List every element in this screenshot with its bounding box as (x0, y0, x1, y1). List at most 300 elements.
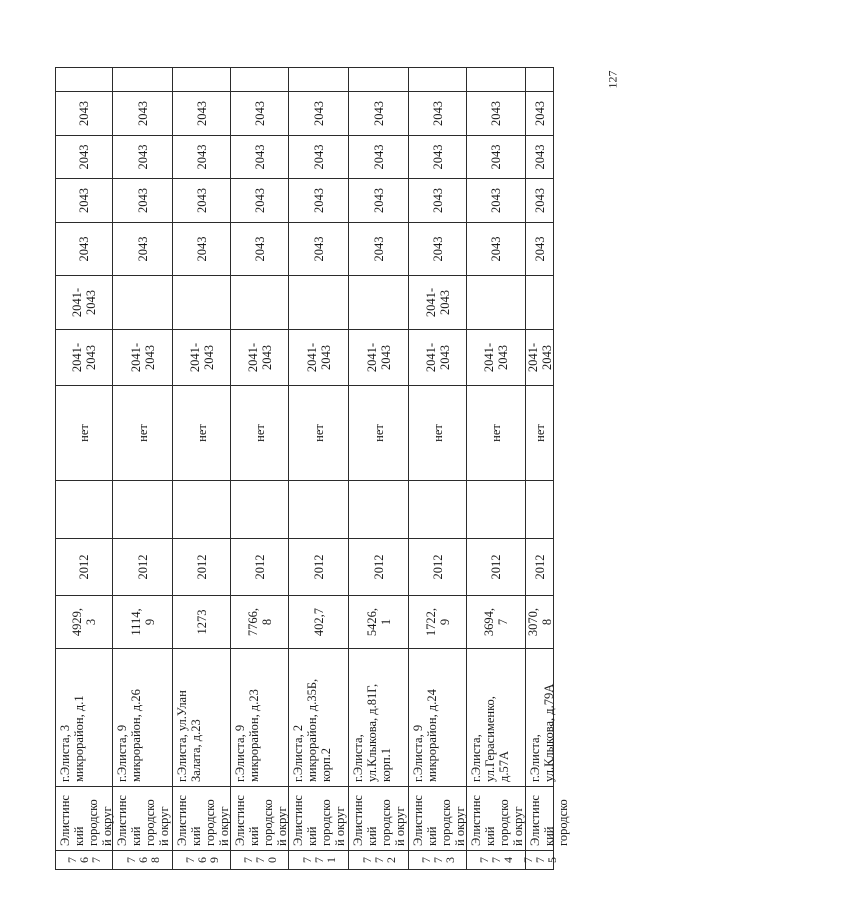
district-cell-text: Элистинс (291, 795, 305, 846)
year-2043-cell (173, 92, 230, 136)
district-cell-text: городско (143, 799, 157, 846)
area-cell (289, 596, 348, 649)
table-row (348, 67, 408, 870)
district-cell-text: кий (129, 826, 143, 846)
flag-cell (467, 386, 525, 481)
area-cell (349, 596, 408, 649)
year-cell-text: 2012 (77, 554, 91, 580)
empty-cell (467, 67, 525, 92)
year-cell-text: 2012 (430, 554, 445, 580)
row-index (349, 851, 408, 870)
year-cell (113, 539, 172, 596)
address-cell-text: г.Элиста, 9 (233, 724, 247, 782)
empty-cell (56, 67, 112, 92)
year-cell (173, 539, 230, 596)
period-cell-2-text: 2043 (437, 290, 452, 315)
district-cell-text: кий (483, 826, 497, 846)
row-index-text: 1 (323, 857, 338, 863)
period-cell-text: 2041- (525, 342, 540, 373)
empty-cell (113, 481, 172, 539)
year-2043-cell-text: 2043 (430, 144, 445, 170)
flag-cell-text: нет (252, 424, 267, 442)
row-index-text: 8 (147, 857, 162, 863)
address-cell-text: Залата, д.23 (189, 719, 203, 782)
year-2043-cell (231, 223, 288, 276)
year-2043-cell-text: 2043 (532, 188, 547, 213)
district-cell-text: Элистинс (528, 795, 542, 846)
year-cell (289, 539, 348, 596)
area-cell-text: 3 (84, 618, 98, 626)
row-index-text: 7 (532, 857, 547, 863)
address-cell-text: г.Элиста, (528, 734, 542, 782)
empty-cell (409, 67, 466, 92)
period-cell-2-text: 2043 (84, 290, 98, 315)
district-cell-text: й округ (511, 806, 525, 846)
period-cell-2-text: 2041- (423, 287, 438, 318)
row-index-text: 7 (418, 857, 433, 863)
flag-cell-text: нет (311, 424, 326, 442)
period-cell-text: 2043 (201, 345, 216, 370)
row-index-text: 7 (240, 857, 255, 863)
empty-cell (289, 481, 348, 539)
period-cell-2 (289, 276, 348, 330)
area-cell-text: 1114, (128, 608, 143, 636)
flag-cell (526, 386, 553, 481)
row-index (409, 851, 466, 870)
row-index-text: 6 (77, 857, 91, 863)
district-cell (289, 787, 348, 851)
year-2043-cell (113, 179, 172, 223)
empty-cell (231, 481, 288, 539)
empty-cell (409, 481, 466, 539)
district-cell-text: й округ (217, 806, 231, 846)
year-2043-cell-text: 2043 (252, 144, 267, 170)
address-cell-text: микрорайон, д.26 (129, 689, 143, 782)
empty-cell (56, 481, 112, 539)
period-cell (56, 330, 112, 386)
year-2043-cell-text: 2043 (194, 101, 209, 126)
flag-cell-text: нет (430, 424, 445, 442)
year-2043-cell (349, 179, 408, 223)
year-2043-cell-text: 2043 (371, 188, 386, 213)
address-cell-text: г.Элиста, (351, 734, 365, 782)
year-2043-cell (467, 136, 525, 179)
row-index (231, 851, 288, 870)
year-cell (349, 539, 408, 596)
row-index-text: 2 (383, 857, 398, 863)
period-cell-text: 2041- (245, 342, 260, 373)
period-cell-text: 2041- (187, 342, 202, 373)
district-cell (56, 787, 112, 851)
period-cell-text: 2043 (378, 345, 393, 370)
empty-cell (289, 67, 348, 92)
district-cell-text: кий (425, 826, 439, 846)
year-2043-cell (409, 136, 466, 179)
district-cell-text: й округ (157, 806, 171, 846)
period-cell-text: 2043 (259, 345, 274, 370)
district-cell-text: Элистинс (58, 795, 72, 846)
year-cell-text: 2012 (135, 554, 150, 580)
row-index-text: 7 (65, 857, 79, 863)
area-cell-text: 7 (496, 618, 510, 626)
area-cell (56, 596, 112, 649)
area-cell (113, 596, 172, 649)
period-cell (526, 330, 553, 386)
address-cell (113, 649, 172, 787)
year-2043-cell-text: 2043 (311, 101, 326, 126)
year-2043-cell-text: 2043 (135, 188, 150, 213)
district-cell-text: Элистинс (411, 795, 425, 846)
row-index-text: 4 (501, 857, 515, 863)
row-index-text: 7 (182, 857, 197, 863)
year-2043-cell (349, 223, 408, 276)
area-cell-text: 5426, (364, 607, 379, 637)
flag-cell (113, 386, 172, 481)
year-2043-cell (113, 223, 172, 276)
row-index-text: 6 (135, 857, 150, 863)
year-2043-cell (526, 136, 553, 179)
year-2043-cell-text: 2043 (194, 188, 209, 213)
year-2043-cell (526, 179, 553, 223)
district-cell (113, 787, 172, 851)
flag-cell-text: нет (489, 424, 503, 442)
row-index-text: 7 (252, 857, 267, 863)
period-cell-2 (526, 276, 553, 330)
row-index (289, 851, 348, 870)
area-cell-text: 1273 (194, 609, 209, 635)
year-2043-cell-text: 2043 (311, 236, 326, 262)
year-2043-cell (349, 136, 408, 179)
district-cell (231, 787, 288, 851)
year-2043-cell-text: 2043 (489, 101, 503, 126)
address-cell-text: корп.1 (379, 747, 393, 782)
address-cell-text: микрорайон, д.35Б, (305, 678, 319, 782)
district-cell-text: городско (203, 799, 217, 846)
year-2043-cell (349, 92, 408, 136)
document-sheet (55, 67, 858, 863)
year-2043-cell-text: 2043 (194, 144, 209, 170)
period-cell (113, 330, 172, 386)
year-2043-cell (173, 179, 230, 223)
year-2043-cell (113, 136, 172, 179)
year-2043-cell-text: 2043 (135, 101, 150, 126)
table-row (230, 67, 288, 870)
flag-cell (289, 386, 348, 481)
table-row (520, 67, 570, 870)
empty-cell (526, 481, 553, 539)
period-cell (231, 330, 288, 386)
row-index-text: 6 (194, 857, 209, 863)
district-cell-text: городско (439, 799, 453, 846)
year-2043-cell (409, 223, 466, 276)
address-cell-text: г.Элиста, 3 (58, 724, 72, 782)
address-cell-text: микрорайон, д.1 (72, 695, 86, 782)
data-table (55, 67, 570, 870)
area-cell (409, 596, 466, 649)
address-cell (173, 649, 230, 787)
period-cell-text: 2041- (364, 342, 379, 373)
area-cell-text: 8 (259, 618, 274, 626)
district-cell-text: й округ (453, 806, 467, 846)
year-2043-cell (173, 223, 230, 276)
page-number: 127 (605, 70, 620, 89)
area-cell-text: 402,7 (311, 607, 326, 637)
year-2043-cell (113, 92, 172, 136)
year-2043-cell (289, 136, 348, 179)
period-cell-text: 2043 (84, 345, 98, 370)
period-cell-text: 2041- (482, 342, 496, 373)
address-cell-text: ул.Клыкова, д.79А (542, 683, 556, 782)
period-cell (409, 330, 466, 386)
table-row (172, 67, 230, 870)
year-2043-cell (289, 223, 348, 276)
district-cell (349, 787, 408, 851)
district-cell (526, 787, 570, 851)
area-cell (467, 596, 525, 649)
table-row (112, 67, 172, 870)
year-2043-cell-text: 2043 (135, 236, 150, 262)
address-cell-text: ул.Клыкова, д.81Г, (365, 683, 379, 782)
row-index-text: 7 (489, 857, 503, 863)
district-cell-text: Элистинс (233, 795, 247, 846)
district-cell-text: й округ (333, 806, 347, 846)
area-cell (526, 596, 553, 649)
flag-cell-text: нет (194, 424, 209, 442)
row-index-text: 7 (299, 857, 314, 863)
row-index-text: 5 (544, 857, 559, 863)
year-2043-cell-text: 2043 (135, 144, 150, 170)
period-cell (173, 330, 230, 386)
address-cell (349, 649, 408, 787)
row-index (467, 851, 525, 870)
year-cell (409, 539, 466, 596)
year-2043-cell-text: 2043 (430, 188, 445, 213)
district-cell-text: кий (247, 826, 261, 846)
area-cell-text: 9 (437, 618, 452, 626)
year-2043-cell-text: 2043 (371, 144, 386, 170)
year-2043-cell (56, 179, 112, 223)
year-2043-cell (467, 179, 525, 223)
period-cell (349, 330, 408, 386)
address-cell-text: д.57А (497, 750, 511, 782)
year-cell (56, 539, 112, 596)
year-2043-cell (409, 92, 466, 136)
year-2043-cell-text: 2043 (371, 101, 386, 126)
district-cell-text: й округ (100, 806, 114, 846)
year-cell-text: 2012 (532, 554, 547, 580)
area-cell (231, 596, 288, 649)
row-index (56, 851, 112, 870)
address-cell-text: г.Элиста, 9 (411, 724, 425, 782)
district-cell-text: городско (319, 799, 333, 846)
year-cell (467, 539, 525, 596)
year-2043-cell-text: 2043 (489, 144, 503, 170)
address-cell-text: г.Элиста, 9 (115, 724, 129, 782)
period-cell-2 (409, 276, 466, 330)
area-cell-text: 3694, (482, 607, 496, 637)
address-cell (56, 649, 112, 787)
year-2043-cell-text: 2043 (430, 101, 445, 126)
row-index-text: 9 (206, 857, 221, 863)
empty-cell (173, 481, 230, 539)
district-cell-text: городско (497, 799, 511, 846)
year-2043-cell-text: 2043 (77, 101, 91, 126)
address-cell-text: корп.2 (319, 747, 333, 782)
district-cell-text: городско (261, 799, 275, 846)
year-2043-cell-text: 2043 (311, 188, 326, 213)
address-cell (289, 649, 348, 787)
year-2043-cell (173, 136, 230, 179)
year-2043-cell (409, 179, 466, 223)
period-cell-text: 2041- (304, 342, 319, 373)
flag-cell-text: нет (371, 424, 386, 442)
period-cell-text: 2043 (142, 345, 157, 370)
empty-cell (349, 67, 408, 92)
district-cell-text: городско (379, 799, 393, 846)
address-cell (467, 649, 525, 787)
empty-cell (349, 481, 408, 539)
row-index-text: 7 (371, 857, 386, 863)
period-cell-2 (231, 276, 288, 330)
year-2043-cell (289, 179, 348, 223)
year-cell-text: 2012 (194, 554, 209, 580)
empty-cell (467, 481, 525, 539)
year-2043-cell-text: 2043 (252, 236, 267, 262)
row-index-text: 0 (264, 857, 279, 863)
row-index (520, 851, 559, 870)
district-cell-text: й округ (393, 806, 407, 846)
district-cell-text: кий (189, 826, 203, 846)
year-2043-cell-text: 2043 (77, 188, 91, 213)
year-2043-cell-text: 2043 (532, 236, 547, 262)
year-2043-cell-text: 2043 (252, 101, 267, 126)
period-cell (289, 330, 348, 386)
area-cell-text: 9 (142, 618, 157, 626)
row-index-text: 7 (311, 857, 326, 863)
year-2043-cell (526, 223, 553, 276)
address-cell-text: г.Элиста, ул.Улан (175, 690, 189, 782)
district-cell (467, 787, 525, 851)
area-cell-text: 4929, (70, 607, 84, 637)
year-2043-cell-text: 2043 (489, 236, 503, 262)
year-2043-cell-text: 2043 (489, 188, 503, 213)
row-index (173, 851, 230, 870)
empty-cell (231, 67, 288, 92)
period-cell-text: 2043 (437, 345, 452, 370)
area-cell-text: 7766, (245, 607, 260, 637)
district-cell-text: кий (542, 826, 556, 846)
year-cell-text: 2012 (311, 554, 326, 580)
district-cell-text: Элистинс (175, 795, 189, 846)
period-cell-2 (56, 276, 112, 330)
row-index-text: 7 (123, 857, 138, 863)
year-2043-cell-text: 2043 (252, 188, 267, 213)
district-cell-text: Элистинс (351, 795, 365, 846)
row-index (113, 851, 172, 870)
address-cell-text: микрорайон, д.24 (425, 689, 439, 782)
period-cell-text: 2041- (128, 342, 143, 373)
area-cell-text: 1722, (423, 607, 438, 637)
flag-cell (231, 386, 288, 481)
flag-cell-text: нет (77, 424, 91, 442)
row-index-text: 3 (442, 857, 457, 863)
year-2043-cell-text: 2043 (371, 236, 386, 262)
period-cell-text: 2043 (539, 345, 554, 370)
period-cell-2 (467, 276, 525, 330)
district-cell-text: кий (72, 826, 86, 846)
year-2043-cell (526, 92, 553, 136)
year-2043-cell-text: 2043 (194, 236, 209, 262)
flag-cell (56, 386, 112, 481)
area-cell-text: 3070, (525, 607, 540, 637)
year-2043-cell (289, 92, 348, 136)
year-2043-cell-text: 2043 (430, 236, 445, 262)
address-cell-text: ул.Герасименко, (483, 696, 497, 782)
year-2043-cell (231, 92, 288, 136)
year-cell (231, 539, 288, 596)
district-cell (173, 787, 230, 851)
district-cell-text: кий (305, 826, 319, 846)
district-cell-text: городско (86, 799, 100, 846)
flag-cell (173, 386, 230, 481)
address-cell (526, 649, 556, 787)
district-cell-text: й округ (275, 806, 289, 846)
year-2043-cell-text: 2043 (532, 101, 547, 126)
address-cell-text: г.Элиста, (469, 734, 483, 782)
district-cell (409, 787, 466, 851)
row-index-text: 7 (89, 857, 103, 863)
year-2043-cell-text: 2043 (77, 236, 91, 262)
year-2043-cell (231, 136, 288, 179)
table-row (288, 67, 348, 870)
flag-cell (409, 386, 466, 481)
row-index-text: 7 (359, 857, 374, 863)
year-2043-cell-text: 2043 (532, 144, 547, 170)
flag-cell (349, 386, 408, 481)
empty-cell (113, 67, 172, 92)
period-cell-2 (173, 276, 230, 330)
year-2043-cell (56, 92, 112, 136)
address-cell-text: микрорайон, д.23 (247, 689, 261, 782)
year-2043-cell (231, 179, 288, 223)
address-cell (231, 649, 288, 787)
year-cell-text: 2012 (252, 554, 267, 580)
row-index-text: 7 (520, 857, 535, 863)
period-cell-text: 2041- (423, 342, 438, 373)
district-cell-text: Элистинс (115, 795, 129, 846)
district-cell-text: Элистинс (469, 795, 483, 846)
district-cell-text: городско (556, 799, 570, 846)
year-2043-cell (56, 136, 112, 179)
area-cell-text: 1 (378, 618, 393, 626)
flag-cell-text: нет (532, 424, 547, 442)
year-2043-cell-text: 2043 (311, 144, 326, 170)
table-row (408, 67, 466, 870)
period-cell-2 (349, 276, 408, 330)
year-2043-cell (467, 92, 525, 136)
period-cell-text: 2041- (70, 342, 84, 373)
period-cell-2 (113, 276, 172, 330)
table-row (466, 67, 525, 870)
empty-cell (526, 67, 553, 92)
period-cell-2-text: 2041- (70, 287, 84, 318)
flag-cell-text: нет (135, 424, 150, 442)
row-index-text: 7 (477, 857, 491, 863)
table-row (55, 67, 112, 870)
area-cell-text: 8 (539, 618, 554, 626)
year-cell-text: 2012 (371, 554, 386, 580)
area-cell (173, 596, 230, 649)
